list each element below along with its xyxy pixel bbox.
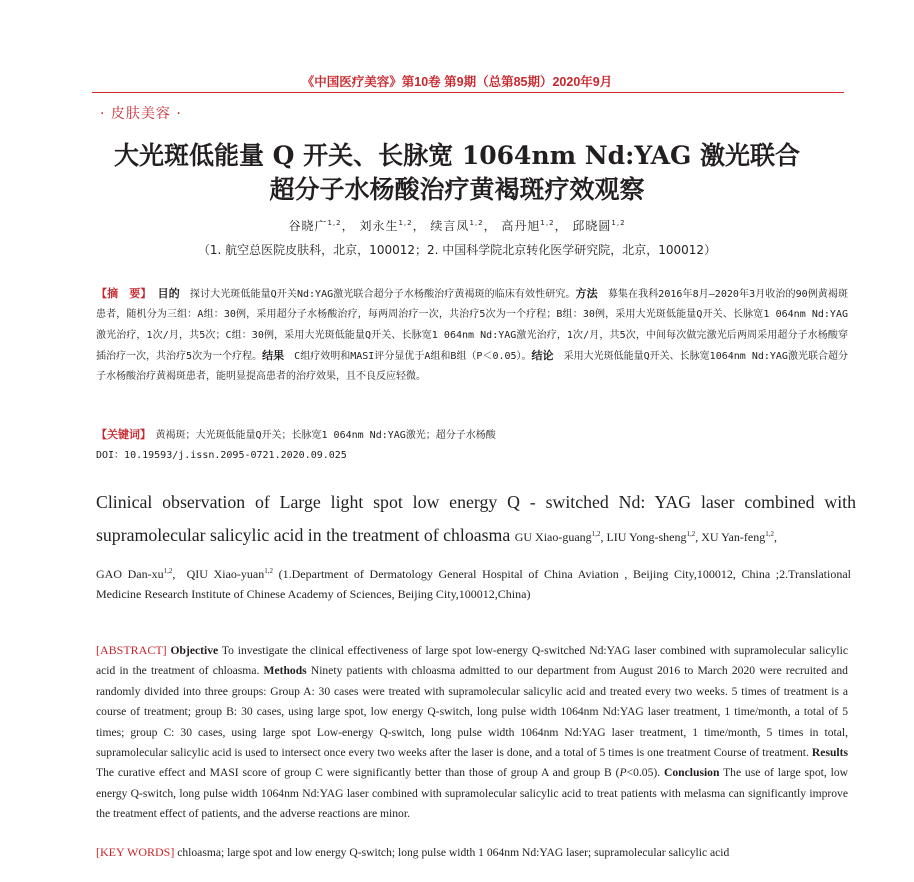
authors-affiliation-en (96, 564, 851, 604)
conclusion-en-label: Conclusion (664, 766, 720, 780)
column-label: · 皮肤美容 · (100, 106, 182, 122)
author-sup: 1,2 (469, 219, 484, 227)
keywords-cn-label: 【关键词】 (96, 428, 146, 441)
affiliation-cn: （1. 航空总医院皮肤科，北京，100012；2. 中国科学院北京转化医学研究院，北京，100012） (197, 243, 717, 257)
keywords-en-label: [KEY WORDS] (96, 845, 175, 859)
conclusion-cn-text: 采用大光斑低能量Q开关、长脉宽1064nm Nd:YAG激光联合超分子水杨酸治疗黄褐斑患者，能明显提高患者的治疗效果，且不良反应轻微。 (96, 350, 848, 383)
p-value-symbol: P (619, 766, 627, 780)
objective-en-label: Objective (170, 644, 219, 657)
author-cn: 刘永生 (359, 219, 399, 233)
results-en-label: Results (811, 746, 848, 760)
author-sup: 1,2 (327, 219, 342, 227)
author-cn: 邱晓圆 (572, 219, 612, 233)
keywords-en-text: chloasma; large spot and low energy Q-switch; long pulse width 1 064nm Nd:YAG laser; supramolecular salicylic acid (174, 846, 730, 859)
header-rule (92, 92, 844, 93)
methods-en-label: Methods (263, 664, 307, 678)
abstract-en (96, 640, 848, 825)
author-en: GAO Dan-xu$^{1,2}$, QIU Xiao-yuan$^{1,2}$ (96, 567, 273, 581)
abstract-cn-label: 【摘 要】 (96, 287, 152, 300)
title-en: Clinical observation of Large light spot low energy Q - switched Nd: YAG laser combined with supramolecular salicylic acid in the treatment of chloasma (96, 492, 856, 545)
author-cn: 续言凤 (430, 219, 470, 233)
keywords-cn (96, 426, 848, 442)
conclusion-en-text: The use of large spot, low energy Q-switch, long pulse width 1064nm Nd:YAG laser combined with supramolecular salicylic acid to treat patients with melasma can significantly improve the treatment effect of patients, and the adverse reactions are minor. (96, 766, 848, 821)
keywords-en (96, 842, 848, 863)
methods-cn-text: 募集在我科2016年8月—2020年3月收治的90例黄褐斑患者，随机分为三组：A组：30例，采用超分子水杨酸治疗，每两周治疗一次，共治疗5次为一个疗程；B组：30例，采用大光斑低能量Q开关、长脉宽1 064nm Nd:YAG激光治疗，1次/月，共5次；C组：30例，采用大光斑低能量Q开关、长脉宽1 064nm Nd:YAG激光治疗，1次/月，共5次，中间每次做完激光后两周采用超分子水杨酸穿插治疗一次，共治疗5次为一个疗程。 (96, 289, 849, 362)
keywords-cn-text: 黄褐斑；大光斑低能量Q开关；长脉宽1 064nm Nd:YAG激光；超分子水杨酸 (145, 430, 496, 441)
results-en-text-end: <0.05). (626, 766, 661, 780)
objective-cn-text: 探讨大光斑低能量Q开关Nd:YAG激光联合超分子水杨酸治疗黄褐斑的临床有效性研究。 (179, 289, 576, 300)
results-cn-text: C组疗效明和MASI评分显优于A组和B组（P＜0.05）。 (284, 350, 532, 362)
abstract-cn (96, 284, 848, 387)
results-en-text: The curative effect and MASI score of group C were significantly better than those of group A and group B ( (96, 766, 620, 780)
authors-cn: 谷晓广$^{1,2}$， 刘永生$^{1,2}$， 续言凤$^{1,2}$， 高丹旭$^{1,2}$， 邱晓圆$^{1,2}$ (288, 219, 626, 233)
title-cn-line2: 超分子水杨酸治疗黄褐斑疗效观察 (269, 175, 645, 204)
conclusion-cn-label: 结论 (531, 348, 554, 362)
affiliation-en: (1.Department of Dermatology General Hospital of China Aviation , Beijing City,100012, China ;2.Translational Medicine Research Institute of Chinese Academy of Sciences, Beijing City,100012,China) (96, 567, 851, 601)
title-en-block (96, 486, 856, 554)
objective-en-text: To investigate the clinical effectiveness of large spot low-energy Q-switched Nd:YAG laser combined with supramolecular salicylic acid in the treatment of chloasma. (96, 644, 848, 678)
journal-header: 《中国医疗美容》第10卷 第9期（总第85期）2020年9月 (301, 75, 613, 89)
results-cn-label: 结果 (262, 348, 285, 362)
methods-cn-label: 方法 (575, 287, 598, 300)
author-sup: 1,2 (398, 219, 413, 227)
author-cn: 谷晓广 (288, 219, 328, 233)
author-sup: 1,2 (540, 219, 555, 227)
author-en: GU Xiao-guang$^{1,2}$, LIU Yong-sheng$^{1,2}$, XU Yan-feng$^{1,2}$, (514, 530, 777, 544)
title-cn-line1: 大光斑低能量 Q 开关、长脉宽 1064nm Nd:YAG 激光联合 (113, 141, 801, 170)
author-cn: 高丹旭 (501, 219, 541, 233)
objective-cn-label: 目的 (157, 287, 180, 300)
methods-en-text: Ninety patients with chloasma admitted to our department from August 2016 to March 2020 were recruited and randomly divided into three groups: Group A: 30 cases were treated with supramolecular salicylic acid and treated every two weeks. 5 times of treatment is a course of treatment; group B: 30 cases, using large spot, low energy Q-switch, long pulse width 1064nm Nd:YAG laser treatment, 1 time/month, a total of 5 times; group C: 30 cases, using large spot Low-energy Q-switch, long pulse width 1064nm Nd:YAG laser treatment, 1 time/month, 5 times in total, supramolecular salicylic acid is used to intersect once every two weeks after the laser is done, and a total of 5 times is one treatment Course of treatment. (96, 664, 848, 760)
abstract-en-label: [ABSTRACT] (96, 643, 167, 657)
author-sup: 1,2 (611, 219, 626, 227)
doi: DOI：10.19593/j.issn.2095-0721.2020.09.025 (96, 450, 347, 461)
